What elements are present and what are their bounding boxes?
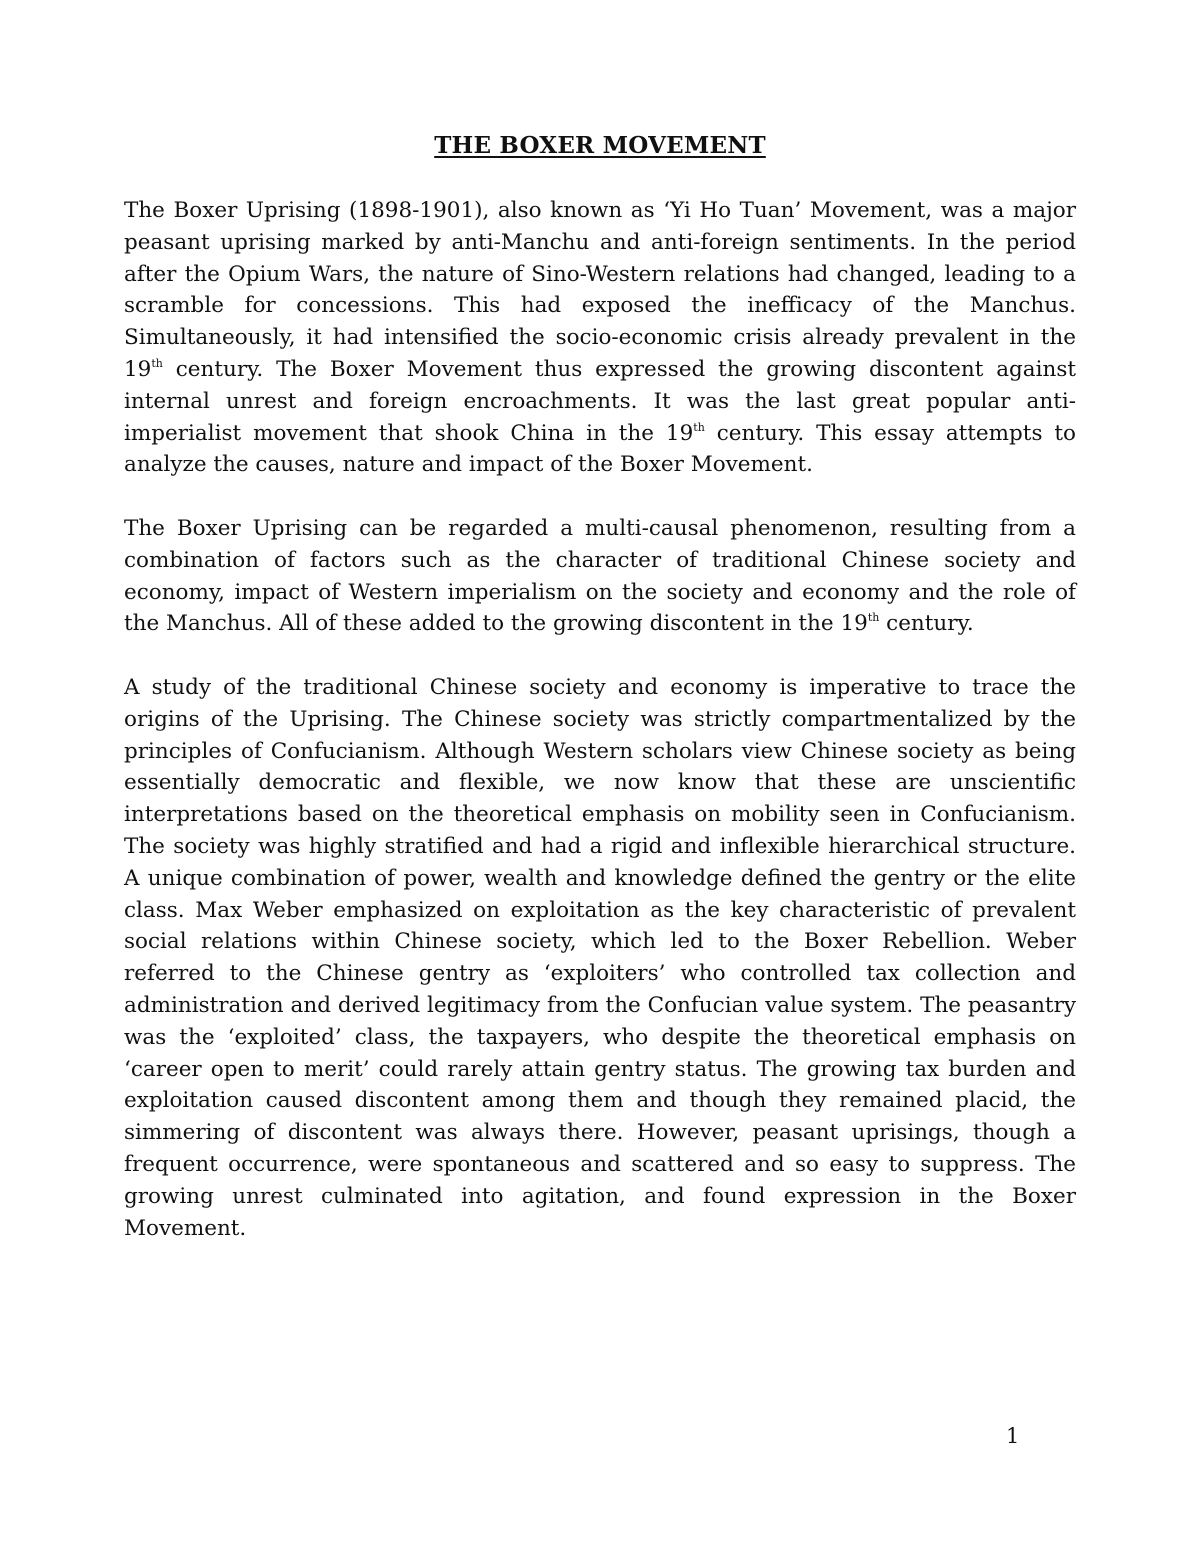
paragraph-text: The Boxer Uprising can be regarded a multi-causal phenomenon, resulting from a combination of factors such as the character of traditional Chinese society and economy, impact of Western imperialism on the society and economy and the role of the Manchus. All of these added to the growing discontent in the 19 [124, 515, 1076, 637]
paragraph-causes [124, 513, 1076, 640]
paragraph-text: The Boxer Uprising (1898-1901), also known as ‘Yi Ho Tuan’ Movement, was a major peasant uprising marked by anti-Manchu and anti-foreign sentiments. In the period after the Opium Wars, the nature of Sino-Western relations had changed, leading to a scramble for concessions. This had exposed the inefficacy of the Manchus. Simultaneously, it had intensified the socio-economic crisis already prevalent in the 19 [124, 198, 1076, 382]
paragraph-text: century. [879, 611, 974, 637]
paragraph-text: century. The Boxer Movement thus expressed the growing discontent against internal unrest and foreign encroachments. It was the last great popular anti-imperialist movement that shook China in the 19 [124, 356, 1076, 446]
superscript-ordinal: th [151, 356, 163, 370]
superscript-ordinal: th [867, 611, 880, 625]
paragraph-text: A study of the traditional Chinese society and economy is imperative to trace the origins of the Uprising. The Chinese society was strictly compartmentalized by the principles of Confucianism. Although Western scholars view Chinese society as being essentially democratic and flexible, we now know that these are unscientific interpretations based on the theoretical emphasis on mobility seen in Confucianism. The society was highly stratified and had a rigid and inflexible hierarchical structure. A unique combination of power, wealth and knowledge defined the gentry or the elite class. Max Weber emphasized on exploitation as the key characteristic of prevalent social relations within Chinese society, which led to the Boxer Rebellion. Weber referred to the Chinese gentry as ‘exploiters’ who controlled tax collection and administration and derived legitimacy from the Confucian value system. The peasantry was the ‘exploited’ class, the taxpayers, who despite the theoretical emphasis on ‘career open to merit’ could rarely attain gentry status. The growing tax burden and exploitation caused discontent among them and though they remained placid, the simmering of discontent was always there. However, peasant uprisings, though a frequent occurrence, were spontaneous and scattered and so easy to suppress. The growing unrest culminated into agitation, and found expression in the Boxer Movement. [124, 674, 1076, 1241]
page-number: 1 [1006, 1424, 1020, 1448]
paragraph-text: century. This essay attempts to analyze the causes, nature and impact of the Boxer Movement. [124, 420, 1076, 478]
document-body [124, 195, 1076, 1276]
document-title: THE BOXER MOVEMENT [434, 132, 766, 159]
paragraph-society [124, 672, 1076, 1244]
paragraph-intro [124, 195, 1076, 481]
superscript-ordinal: th [693, 420, 705, 434]
